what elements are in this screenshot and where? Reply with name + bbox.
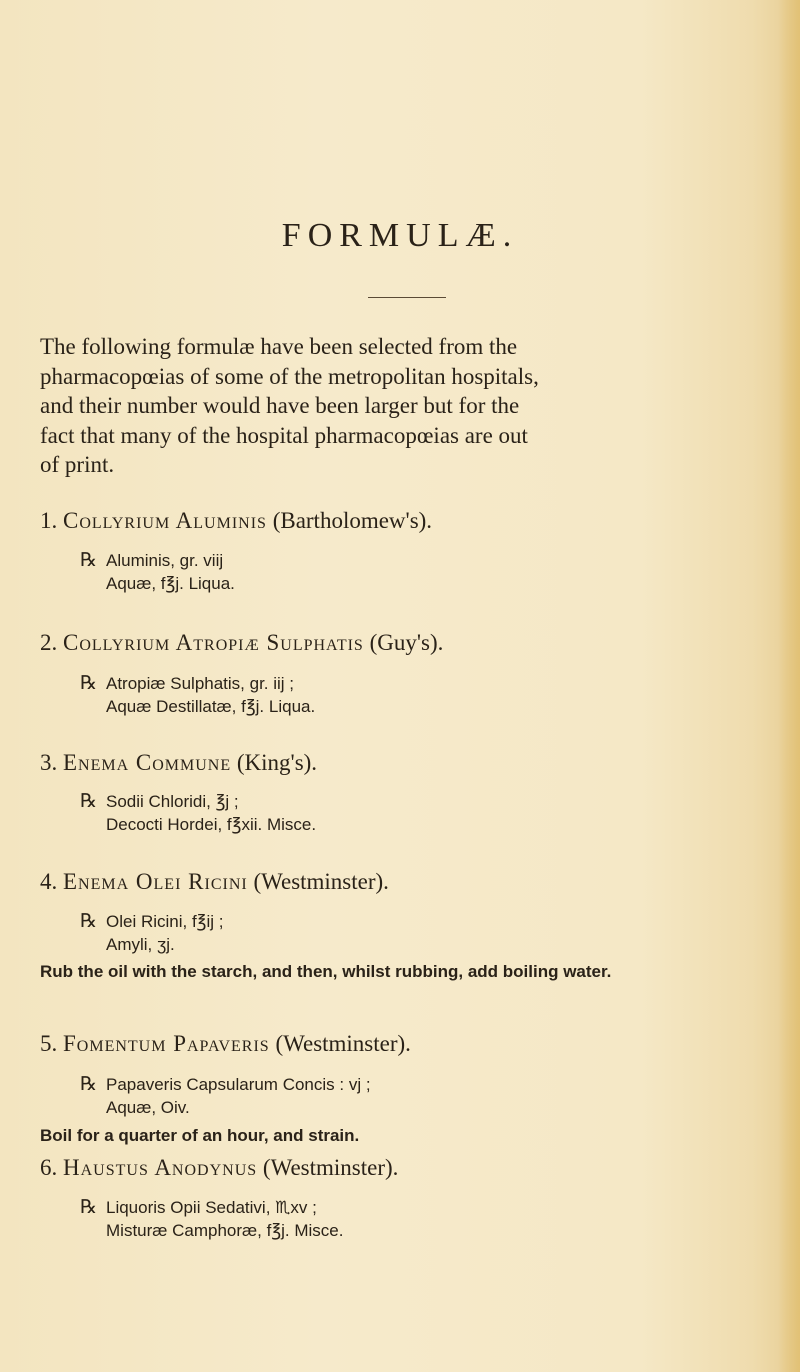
formula-heading: [40, 1155, 398, 1181]
prescription-line: Liquoris Opii Sedativi, ♏xv ;: [106, 1198, 317, 1217]
rx-symbol-icon: ℞: [80, 1074, 98, 1095]
instruction-note: Rub the oil with the starch, and then, whilst rubbing, add boiling water.: [40, 962, 612, 981]
prescription-line: Amyli, ʒj.: [106, 935, 175, 954]
prescription-line: Olei Ricini, f℥ij ;: [106, 912, 224, 931]
formula-number: 3.: [40, 750, 58, 775]
prescription-line: Aquæ Destillatæ, f℥j. Liqua.: [106, 697, 316, 716]
intro-line: of print.: [40, 452, 115, 477]
instruction-note: Boil for a quarter of an hour, and strain.: [40, 1126, 360, 1145]
intro-line: fact that many of the hospital pharmacopœias are out: [40, 422, 528, 448]
prescription-line: Misturæ Camphoræ, f℥j. Misce.: [106, 1221, 344, 1240]
formula-heading: [40, 1031, 411, 1057]
prescription: [80, 1196, 343, 1242]
formula-heading: [40, 630, 443, 656]
formula-source: (King's).: [236, 750, 318, 775]
formula-number: 5.: [40, 1031, 58, 1056]
formula-source: (Bartholomew's).: [272, 508, 433, 533]
prescription: [80, 910, 224, 956]
formula-name: Fomentum Papaveris: [63, 1031, 270, 1056]
title-rule: [368, 297, 446, 298]
formula-number: 2.: [40, 630, 58, 655]
prescription: [80, 790, 316, 836]
formula-name: Haustus Anodynus: [63, 1155, 258, 1180]
page-edge-shading: [778, 0, 800, 1372]
prescription: [80, 672, 315, 718]
formula-number: 1.: [40, 508, 58, 533]
prescription-line: Aluminis, gr. viij: [106, 551, 224, 570]
prescription: [80, 1073, 371, 1119]
formula-source: (Westminster).: [275, 1031, 411, 1056]
formula-name: Enema Olei Ricini: [63, 869, 248, 894]
formula-name: Collyrium Aluminis: [63, 508, 267, 533]
prescription-line: Sodii Chloridi, ℥j ;: [106, 792, 239, 811]
formula-name: Collyrium Atropiæ Sulphatis: [63, 630, 364, 655]
rx-symbol-icon: ℞: [80, 1197, 98, 1218]
rx-symbol-icon: ℞: [80, 791, 98, 812]
formula-name: Enema Commune: [63, 750, 232, 775]
intro-line: The following formulæ have been selected from the: [40, 334, 518, 359]
formula-heading: [40, 508, 432, 534]
formula-source: (Guy's).: [369, 630, 444, 655]
prescription-line: Papaveris Capsularum Concis : vj ;: [106, 1075, 371, 1094]
rx-symbol-icon: ℞: [80, 550, 98, 571]
intro-paragraph: [40, 332, 770, 480]
intro-line: pharmacopœias of some of the metropolitan hospitals,: [40, 363, 539, 389]
prescription-line: Aquæ, Oiv.: [106, 1098, 190, 1117]
page-title: FORMULÆ.: [281, 216, 519, 254]
intro-line: and their number would have been larger but for the: [40, 393, 520, 418]
prescription-line: Atropiæ Sulphatis, gr. iij ;: [106, 674, 295, 693]
prescription: [80, 549, 235, 595]
formula-heading: [40, 869, 389, 895]
formula-source: (Westminster).: [253, 869, 389, 894]
prescription-line: Aquæ, f℥j. Liqua.: [106, 574, 235, 593]
formula-source: (Westminster).: [262, 1155, 399, 1180]
formula-number: 6.: [40, 1155, 58, 1180]
formula-heading: [40, 750, 317, 776]
prescription-line: Decocti Hordei, f℥xii. Misce.: [106, 815, 317, 834]
rx-symbol-icon: ℞: [80, 673, 98, 694]
rx-symbol-icon: ℞: [80, 911, 98, 932]
formula-number: 4.: [40, 869, 58, 894]
